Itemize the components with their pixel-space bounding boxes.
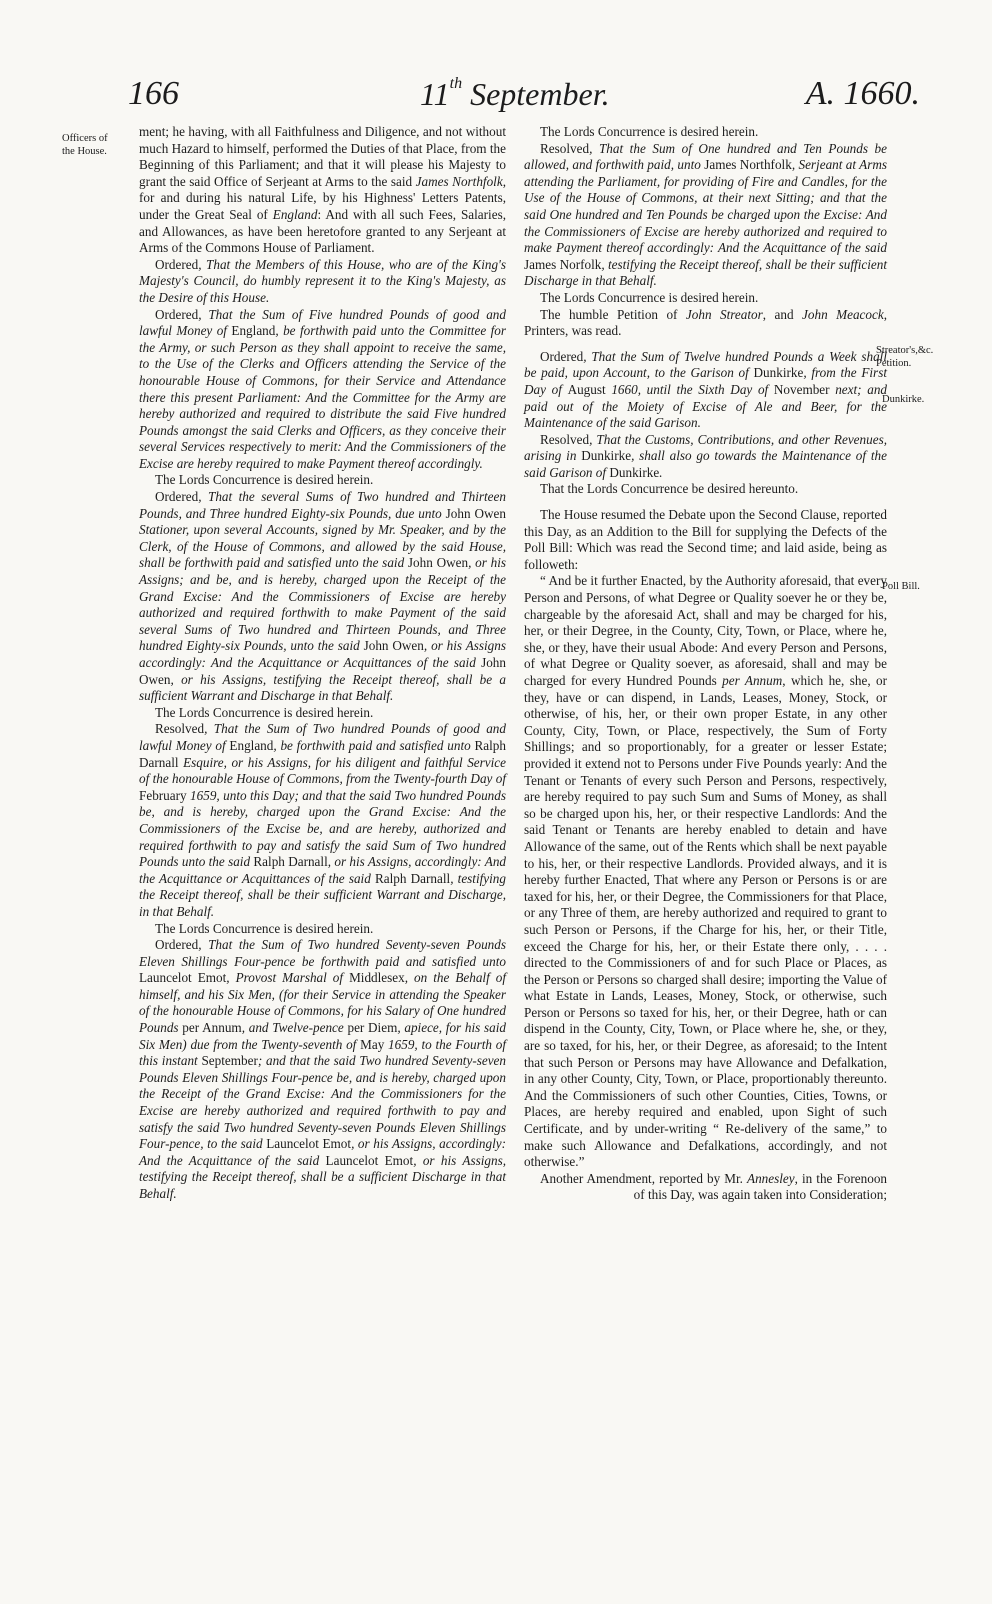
italic-text: , or his Assigns, testifying the Receipt thereof, shall be a sufficient Discharge in that Behalf.	[139, 1152, 507, 1201]
text-run: Dunkirke	[753, 365, 804, 381]
italic-text: , testifying the Receipt thereof, shall be their sufficient Warrant and Discharge, in that Behalf.	[139, 870, 506, 919]
paragraph: The Lords Concurrence is desired herein.	[540, 124, 759, 139]
text-run: , for and during his natural Life, by his Highness' Letters Patents, under the Great Seal of	[139, 173, 506, 222]
italic-text: John Streator	[685, 306, 763, 322]
page-date	[420, 74, 620, 114]
text-run: September	[201, 1053, 258, 1069]
margin-note-streator: Streator's,&c. Petition.	[876, 345, 934, 369]
left-column	[139, 124, 506, 1203]
paragraph: That the Lords Concurrence be desired hereunto.	[540, 481, 799, 497]
italic-text: , shall also go towards the Maintenance of the said Garison of	[524, 448, 887, 480]
paragraph	[524, 1171, 887, 1204]
italic-text: ; and that the said Two hundred Seventy-seven Pounds Eleven Shillings Four-pence be, and is hereby, charged upon the Receipt of the Grand Excise: And the Commissioners for the Excise are hereby authorized and required forthwith to pay and satisfy the said Two hundred Seventy-seven Pounds Eleven Shillings Four-pence, to the said	[139, 1053, 506, 1152]
text-run: James Northfolk	[704, 157, 792, 173]
italic-text: per Annum	[722, 673, 783, 688]
italic-text: , That the Sum of Five hundred Pounds of good and lawful Money of	[139, 306, 506, 339]
italic-text: Stationer, upon several Accounts, signed by Mr. Speaker, and by the Clerk, of the House of Commons, and allowed by the said House, shall be forthwith paid and satisfied unto the said	[139, 522, 506, 571]
italic-text: , or his Assigns accordingly: And the Acquittance or Acquittances of the said	[139, 638, 506, 670]
text-run: , and	[762, 306, 803, 322]
text-run: Ordered	[155, 937, 199, 953]
text-run: Another Amendment, reported by Mr.	[540, 1170, 748, 1186]
text-run: November	[773, 381, 830, 397]
italic-text: , or his Assigns, accordingly: And the Acquittance of the said	[139, 1136, 507, 1168]
italic-text: next; and paid out of the Moiety of Excise of Ale and Beer, for the Maintenance of the said Garison.	[524, 381, 888, 431]
paragraph	[524, 573, 887, 1170]
text-run: Ralph Darnall	[139, 737, 506, 770]
page-year: A. 1660.	[805, 75, 920, 112]
margin-note-dunkirke: Dunkirke.	[882, 394, 925, 405]
paragraph	[139, 307, 506, 473]
italic-text: , and Twelve-pence	[241, 1020, 348, 1036]
date-day: 11	[420, 76, 450, 112]
text-run: February	[139, 787, 187, 803]
italic-text: , or his Assigns, testifying the Receipt thereof, shall be a sufficient Warrant and Discharge in that Behalf.	[139, 671, 506, 704]
italic-text: , That the Members of this House, who are of the King's Majesty's Council, do humbly represent it to the King's Majesty, as the Desire of this House.	[139, 256, 506, 305]
italic-text: James Northfolk	[415, 173, 503, 189]
italic-text: Annesley	[747, 1170, 795, 1186]
italic-text: , testifying the Receipt thereof, shall be their sufficient Discharge in that Behalf.	[524, 256, 887, 289]
text-run: James Norfolk	[524, 256, 602, 272]
italic-text: John Meacock	[802, 306, 884, 322]
text-run: The humble Petition of	[540, 306, 686, 322]
paragraph: The Lords Concurrence is desired herein.	[155, 704, 374, 720]
text-run: John Owen	[139, 655, 506, 687]
text-run: , in the Forenoon of this Day, was again taken into Consideration;	[633, 1170, 888, 1203]
text-run: England	[231, 323, 276, 339]
text-run: Launcelot Emot	[325, 1152, 414, 1168]
italic-text: , That the Sum of One hundred and Ten Pounds be allowed, and forthwith paid, unto	[524, 140, 887, 173]
text-run: Ordered	[540, 348, 584, 364]
italic-text: .	[659, 464, 663, 480]
text-run: May	[360, 1036, 385, 1052]
text-run: Launcelot Emot	[266, 1136, 352, 1152]
page-number: 166	[128, 75, 179, 112]
text-run: Launcelot Emot	[139, 970, 227, 986]
italic-text: , be forthwith paid and satisfied unto	[273, 737, 475, 753]
paragraph: The Lords Concurrence is desired herein.	[540, 289, 759, 305]
text-run: John Owen	[363, 638, 424, 654]
paragraph	[139, 937, 506, 1203]
text-run: August	[567, 381, 606, 397]
text-run: Ralph Darnall	[253, 854, 328, 870]
text-run: Ordered	[155, 256, 199, 272]
text-run: Ordered	[155, 306, 199, 322]
paragraph	[524, 141, 887, 290]
text-run: Resolved	[155, 721, 205, 737]
text-run: John Owen	[445, 505, 506, 521]
paragraph	[524, 349, 887, 432]
italic-text: , That the Sum of Two hundred Seventy-seven Pounds Eleven Shillings Four-pence be forthwith paid and satisfied unto	[139, 937, 506, 969]
text-run: Ordered	[155, 489, 199, 505]
right-column	[524, 124, 887, 1204]
paragraph: The Lords Concurrence is desired herein.	[155, 472, 374, 488]
text-run: Middlesex	[349, 970, 405, 986]
paragraph: The House resumed the Debate upon the Second Clause, reported this Day, as an Addition to the Bill for supplying the Defects of the Poll Bill: Which was read the Second time; and laid aside, being as followeth:	[524, 507, 887, 572]
text-run: England	[229, 737, 274, 753]
italic-text: 1659, to the Fourth of this instant	[139, 1036, 506, 1069]
text-run: Dunkirke	[581, 448, 632, 464]
italic-text: , That the Sum of Two hundred Pounds of good and lawful Money of	[139, 721, 506, 753]
paragraph	[139, 124, 506, 257]
paragraph	[139, 489, 506, 705]
italic-text: , That the Sum of Twelve hundred Pounds a Week shall be paid, upon Account, to the Garison of	[524, 348, 887, 381]
italic-text: , or his Assigns; and be, and is hereby, charged upon the Receipt of the Grand Excise: And the Commissioners of Excise are hereby authorized and required forthwith to make Payment of the said several Sums of Two hundred and Thirteen Pounds, and Three hundred Eighty-six Pounds, unto the said	[139, 555, 506, 654]
margin-note-officers: Officers of the House.	[62, 133, 108, 157]
text-run: per Annum	[182, 1020, 242, 1036]
date-suffix: th	[449, 75, 463, 92]
italic-text: , be forthwith paid unto the Committee for the Army, or such Person as they shall appoint to receive the same, to the Use of the Clerks and Officers attending the Service of the honourable House of Commons, for their Service and Attendance there this present Parliament: And the Committee for the Army are hereby authorized and required to distribute the said Five hundred Pounds amongst the said Clerks and Officers, as they conceive their several Services respectively to merit: And the Commissioners of the Excise are hereby required to make Payment thereof accordingly.	[139, 323, 506, 471]
text-run: ment; he having, with all Faithfulness and Diligence, and not without much Hazard to himself, performed the Duties of that Place, from the Beginning of this Parliament; and that it will please his Majesty to grant the said Office of Serjeant at Arms to the said	[139, 124, 506, 189]
italic-text: , or his Assigns, accordingly: And the Acquittance or Acquittances of the said	[139, 854, 507, 886]
text-run: , which he, she, or they, have or can dispend, in Lands, Leases, Money, Stock, or otherwise, of his, her, or their own proper Estate, in any other County, City, Town, or Place, respectively, the Sum of Forty Shillings; and so proportionably, for a greater or lesser Estate; provided it extend not to Persons under Five Pounds yearly: And the Tenant or Tenants of every such Person and Persons, respectively, are hereby required to pay such Sum and Sums of Money, as shall so be charged upon his, her, or their respective Landlords: And the said Tenant or Tenants are hereby enabled to detain and have Allowance of the same, out of the Rents which shall be next payable to his, her, or their respective Landlords. Provided always, and it is hereby further Enacted, That where any Person or Persons is or are taxed for his, her, or their Degree, the Commissioners for that Place, or any Three of them, are hereby authorized and required to grant to such Person or Persons, if the Charge for his, her, or their Title, exceed the Charge for his, her, or their Estate there only, . . . . directed to the Commissioners of and for such Place or Places, as the Person or Persons so charged shall desire; importing the Value of what Estate in Lands, Leases, Money, Stock, or otherwise, such Person or Persons so taxed for his, her, or their Degree, hath or can dispend in the County, City, Town, or Place where he, she, or they, are so taxed, for his, her, or their Degree, as aforesaid; to the Intent that such Person or Persons may have Allowance and Defalkation, in any other County, City, Town, or Place, proportionably thereunto. And the Commissioners of such other Counties, Cities, Towns, or Places, are hereby required and enabled, upon Sight of such Certificate, and by under-writing “ Re-delivery of the same,” to make such Allowance and Defalkations, accordingly, and not otherwise.”	[524, 673, 887, 1170]
italic-text: , Serjeant at Arms attending the Parliament, for providing of Fire and Candles, for the Use of the House of Commons, at their next Sitting; and that the said One hundred and Ten Pounds be charged upon the Excise: And the Commissioners of Excise are hereby authorized and required to make Payment thereof accordingly: And the Acquittance of the said	[524, 157, 888, 256]
paragraph: The Lords Concurrence is desired herein.	[155, 920, 374, 936]
paragraph	[139, 721, 506, 920]
paragraph	[139, 257, 506, 307]
margin-note-poll-bill: Poll Bill.	[882, 581, 920, 592]
text-run: Ralph Darnall	[374, 870, 451, 886]
italic-text: Esquire, or his Assigns, for his diligent and faithful Service of the honourable House of Commons, from the Twenty-fourth Day of	[139, 754, 506, 787]
italic-text: , That the Customs, Contributions, and other Revenues, arising in	[524, 431, 887, 464]
italic-text: England	[272, 206, 318, 222]
italic-text: , apiece, for his said Six Men) due from the Twenty-seventh of	[139, 1020, 507, 1052]
text-run: : And with all such Fees, Salaries, and Allowances, as have been heretofore granted to any Serjeant at Arms of the Commons House of Parliament.	[139, 206, 506, 256]
italic-text: , Provost Marshal of	[226, 970, 350, 986]
text-run: Dunkirke	[609, 464, 660, 480]
text-run: John Owen	[407, 555, 469, 571]
italic-text: , That the several Sums of Two hundred and Thirteen Pounds, and Three hundred Eighty-six Pounds, due unto	[139, 489, 506, 521]
text-run: , Printers, was read.	[524, 306, 888, 339]
italic-text: , from the First Day of	[524, 365, 887, 397]
text-run: “ And be it further Enacted, by the Authority aforesaid, that every Person and Persons, of what Degree or Quality soever he or they be, chargeable by the aforesaid Act, shall and may be charged for his, her, or their Degree, in the County, City, Town, or Place, where he, she, or they, have their usual Abode: And every Person and Persons, of what Degree or Quality soever, as aforesaid, shall and may be charged for every Hundred Pounds	[524, 573, 887, 688]
italic-text: 1659, unto this Day; and that the said Two hundred Pounds be, and is hereby, charged upon the Grand Excise: And the Commissioners of the Excise be, and are hereby, authorized and required forthwith to pay and satisfy the said Sum of Two hundred Pounds unto the said	[139, 787, 506, 870]
date-month: September.	[470, 76, 610, 112]
text-run: Resolved	[540, 431, 590, 447]
text-run: per Diem	[347, 1020, 398, 1036]
text-run: Resolved	[540, 140, 590, 156]
italic-text: 1660, until the Sixth Day of	[605, 381, 774, 397]
italic-text: , on the Behalf of himself, and his Six Men, (for their Service in attending the Speaker of the honourable House of Commons, for his Salary of One hundred Pounds	[139, 970, 506, 1036]
paragraph	[524, 432, 887, 482]
paragraph	[524, 307, 887, 340]
